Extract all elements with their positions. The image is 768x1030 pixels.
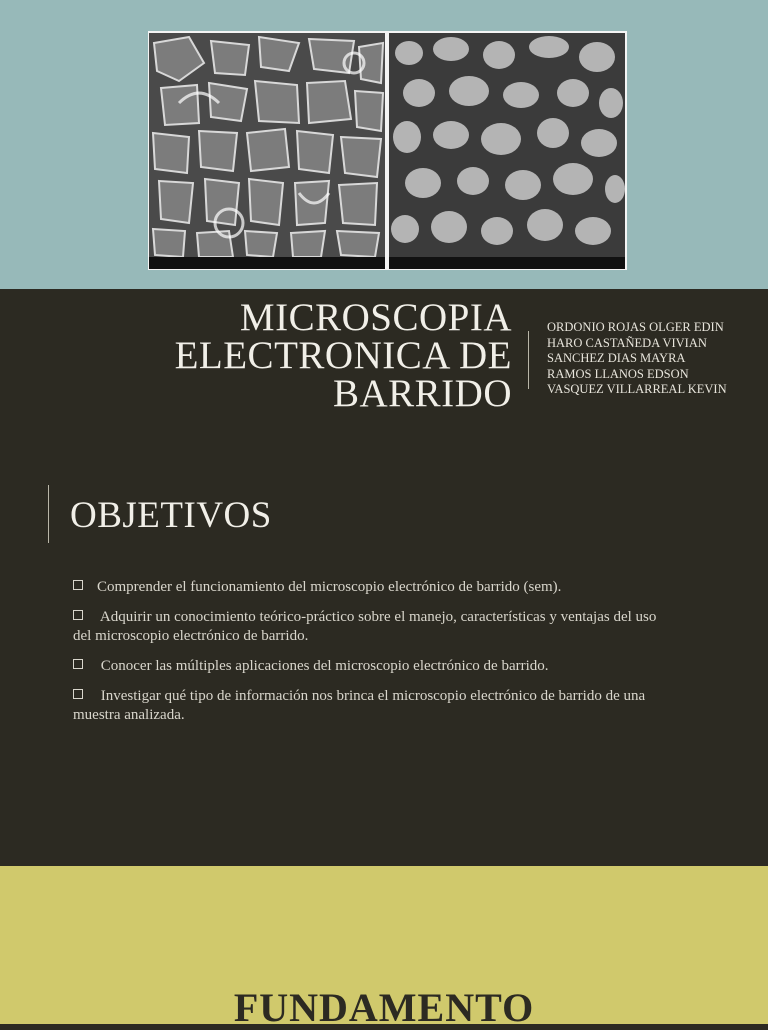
- list-item-text: Adquirir un conocimiento teórico-práctico sobre el manejo, características y ventajas del uso del microscopio electrónico de barrido.: [73, 609, 657, 644]
- list-item: [73, 657, 663, 676]
- objetivos-heading: OBJETIVOS: [70, 495, 272, 536]
- title-line-2: ELECTRONICA DE: [174, 334, 512, 377]
- sem-micrograph-right: [389, 33, 625, 269]
- sem-info-bar-right: [389, 257, 625, 269]
- list-item: [73, 578, 663, 597]
- objetivos-list: [73, 578, 663, 736]
- title-line-1: MICROSCOPIA: [239, 296, 512, 339]
- checkbox-bullet-icon: [73, 659, 83, 669]
- sem-info-bar-left: [149, 257, 385, 269]
- checkbox-bullet-icon: [73, 610, 83, 620]
- top-image-band: [0, 0, 768, 289]
- list-item-text: Investigar qué tipo de información nos brinca el microscopio electrónico de barrido de una muestra analizada.: [73, 688, 646, 723]
- fundamento-heading: FUNDAMENTO: [233, 985, 535, 1030]
- fundamento-slide: [0, 866, 768, 1030]
- objetivos-divider: [48, 485, 49, 543]
- title-slide: [0, 289, 768, 866]
- sem-micrograph-left: [149, 33, 385, 269]
- checkbox-bullet-icon: [73, 580, 83, 590]
- author-name: VASQUEZ VILLARREAL KEVIN: [547, 382, 727, 397]
- list-item: [73, 687, 663, 725]
- author-name: SANCHEZ DIAS MAYRA: [547, 351, 686, 366]
- title-divider: [528, 331, 529, 389]
- sem-micrograph-pair: [148, 31, 627, 270]
- author-name: HARO CASTAÑEDA VIVIAN: [547, 335, 707, 350]
- list-item-text: Conocer las múltiples aplicaciones del microscopio electrónico de barrido.: [97, 658, 549, 674]
- author-list: [547, 320, 727, 398]
- presentation-title: [140, 296, 512, 415]
- checkbox-bullet-icon: [73, 689, 83, 699]
- author-name: ORDONIO ROJAS OLGER EDIN: [547, 320, 724, 334]
- list-item-text: Comprender el funcionamiento del microscopio electrónico de barrido (sem).: [97, 579, 562, 595]
- title-line-3: BARRIDO: [332, 372, 512, 415]
- author-name: RAMOS LLANOS EDSON: [547, 366, 689, 381]
- list-item: [73, 608, 663, 646]
